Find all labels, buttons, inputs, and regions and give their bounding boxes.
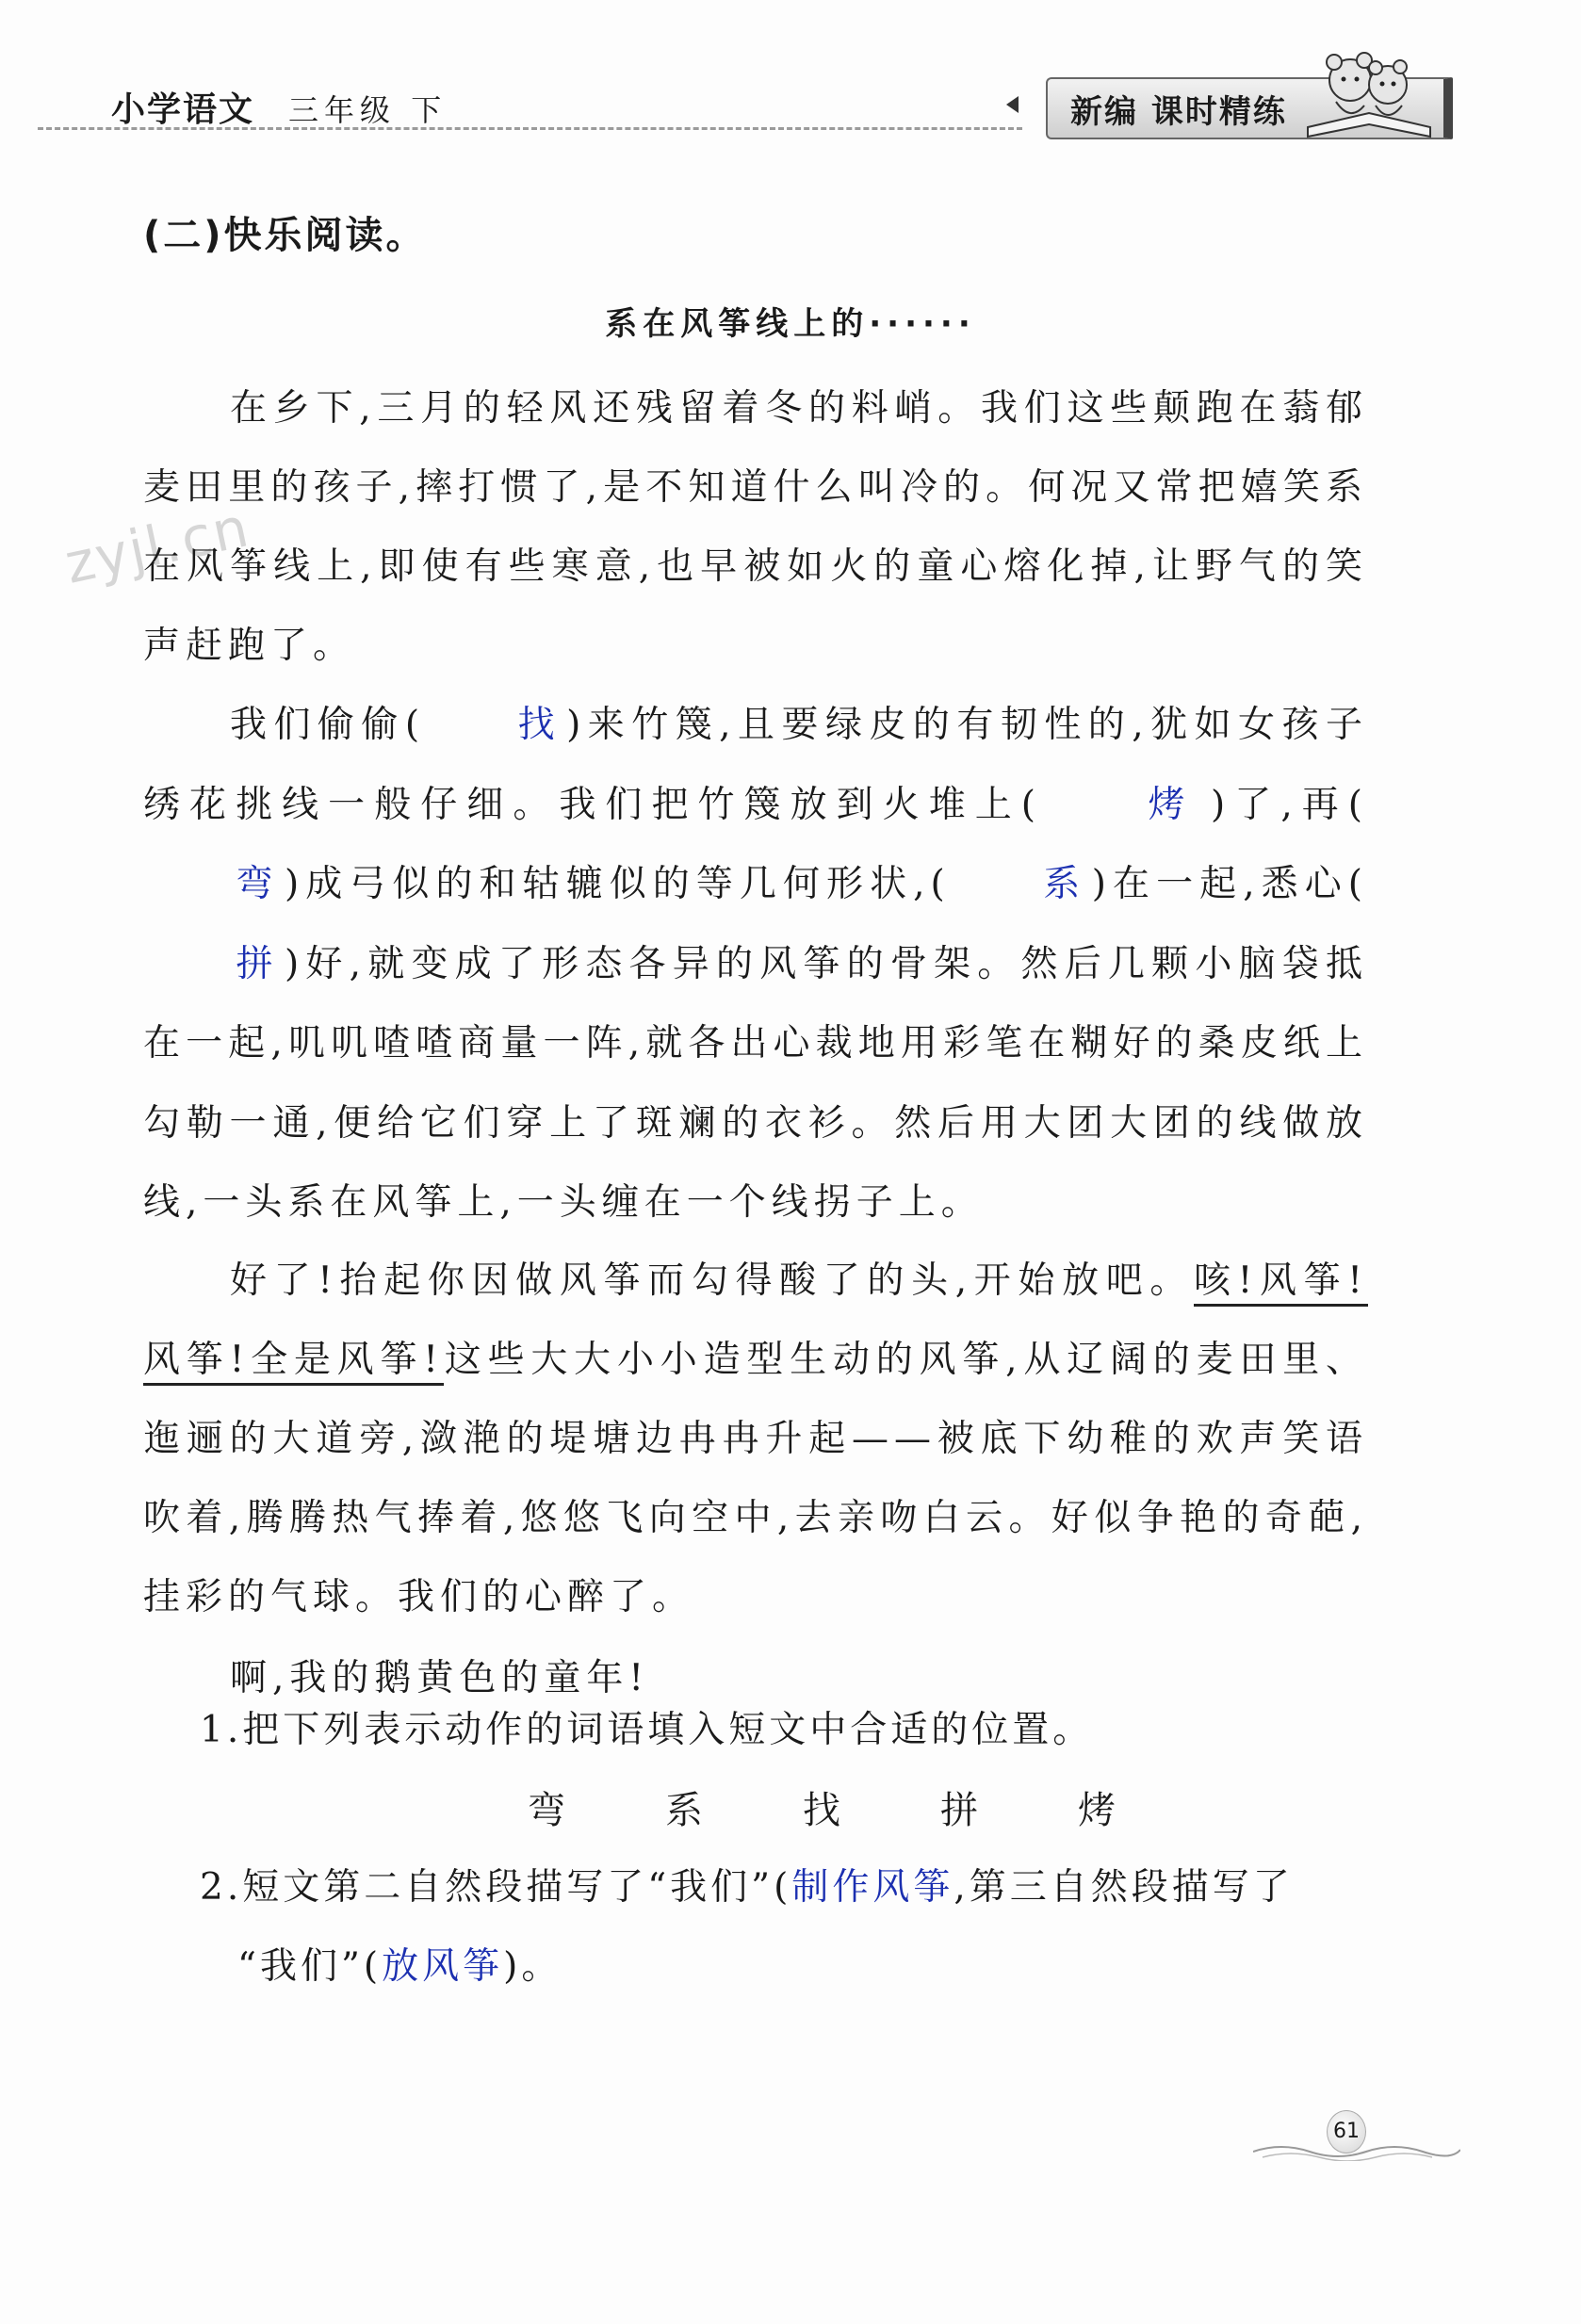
page-number: 61 <box>1327 2110 1366 2153</box>
word-item: 烤 <box>1078 1789 1116 1832</box>
text-segment: )来竹篾,且要绿皮的有韧性的,犹如女孩子绣花挑线一般仔细。我们把竹篾放到火堆上( <box>143 704 1368 826</box>
section-title: (二)快乐阅读。 <box>143 214 427 257</box>
question-1: 1.把下列表示动作的词语填入短文中合适的位置。 <box>200 1709 1094 1751</box>
paragraph-4-text: 啊,我的鹅黄色的童年! <box>230 1657 650 1699</box>
paragraph-1-text: 在乡下,三月的轻风还残留着冬的料峭。我们这些颠跑在蓊郁麦田里的孩子,摔打惯了,是不知道什么叫冷的。何况又常把嬉笑系在风筝线上,即使有些寒意,也早被如火的童心熔化掉,让野气的笑声赶跑了。 <box>143 387 1368 667</box>
word-item: 找 <box>803 1789 840 1832</box>
question-2 <box>200 1858 1294 1910</box>
bear-mascot-icon <box>1298 38 1440 141</box>
answer-blank-2: 烤 <box>1148 783 1191 826</box>
paragraph-2-text <box>143 686 1368 1243</box>
paragraph-3-text <box>143 1242 1368 1637</box>
answer-2: 放风筝 <box>382 1945 504 1988</box>
text-segment: )了,再( <box>1211 783 1369 826</box>
answer-1: 制作风筝 <box>791 1866 954 1909</box>
underlined-sentence: 咳!风筝!风筝!全是风筝! <box>143 1260 1368 1386</box>
text-segment: 我们偷偷( <box>230 704 426 746</box>
paragraph-2 <box>143 686 1368 1243</box>
text-segment: )成弓似的和轱辘似的等几何形状,( <box>285 863 951 905</box>
answer-blank-3: 弯 <box>236 863 279 905</box>
answer-blank-1: 找 <box>517 704 561 746</box>
word-bank <box>528 1780 1215 1834</box>
word-item: 系 <box>665 1789 703 1832</box>
question-2-line-2 <box>237 1937 562 1990</box>
paragraph-1 <box>143 369 1368 686</box>
answer-blank-5: 拼 <box>236 942 279 985</box>
text-segment: 好了!抬起你因做风筝而勾得酸了的头,开始放吧。 <box>230 1260 1195 1302</box>
paragraph-3 <box>143 1242 1368 1637</box>
header-divider <box>38 127 1022 130</box>
article-title: 系在风筝线上的······ <box>605 305 976 343</box>
brand-title: 新编 课时精练 <box>1070 92 1287 131</box>
grade-label: 三年级 下 <box>288 92 448 128</box>
watermark: zyjl.cn <box>59 495 255 596</box>
page-header <box>111 83 447 131</box>
text-segment: 2.短文第二自然段描写了“我们”( <box>200 1866 792 1909</box>
text-segment: )。 <box>503 1945 562 1988</box>
word-item: 弯 <box>528 1789 565 1832</box>
text-segment: “我们”( <box>237 1945 383 1988</box>
word-item: 拼 <box>940 1789 978 1832</box>
triangle-left-icon <box>1006 96 1019 113</box>
subject-label: 小学语文 <box>111 90 255 129</box>
text-segment: ,第三自然段描写了 <box>953 1866 1294 1909</box>
text-segment: )在一起,悉心( <box>1091 863 1369 905</box>
text-segment: 这些大大小小造型生动的风筝,从辽阔的麦田里、迤逦的大道旁,潋滟的堤塘边冉冉升起——被底下幼稚的欢声笑语吹着,腾腾热气捧着,悠悠飞向空中,去亲吻白云。好似争艳的奇葩,挂彩的气球。我们的心醉了。 <box>143 1339 1368 1618</box>
text-segment: )好,就变成了形态各异的风筝的骨架。然后几颗小脑袋抵在一起,叽叽喳喳商量一阵,就各出心裁地用彩笔在糊好的桑皮纸上勾勒一通,便给它们穿上了斑斓的衣衫。然后用大团大团的线做放线,一头系在风筝上,一头缠在一个线拐子上。 <box>143 942 1368 1224</box>
answer-blank-4: 系 <box>1043 863 1086 905</box>
